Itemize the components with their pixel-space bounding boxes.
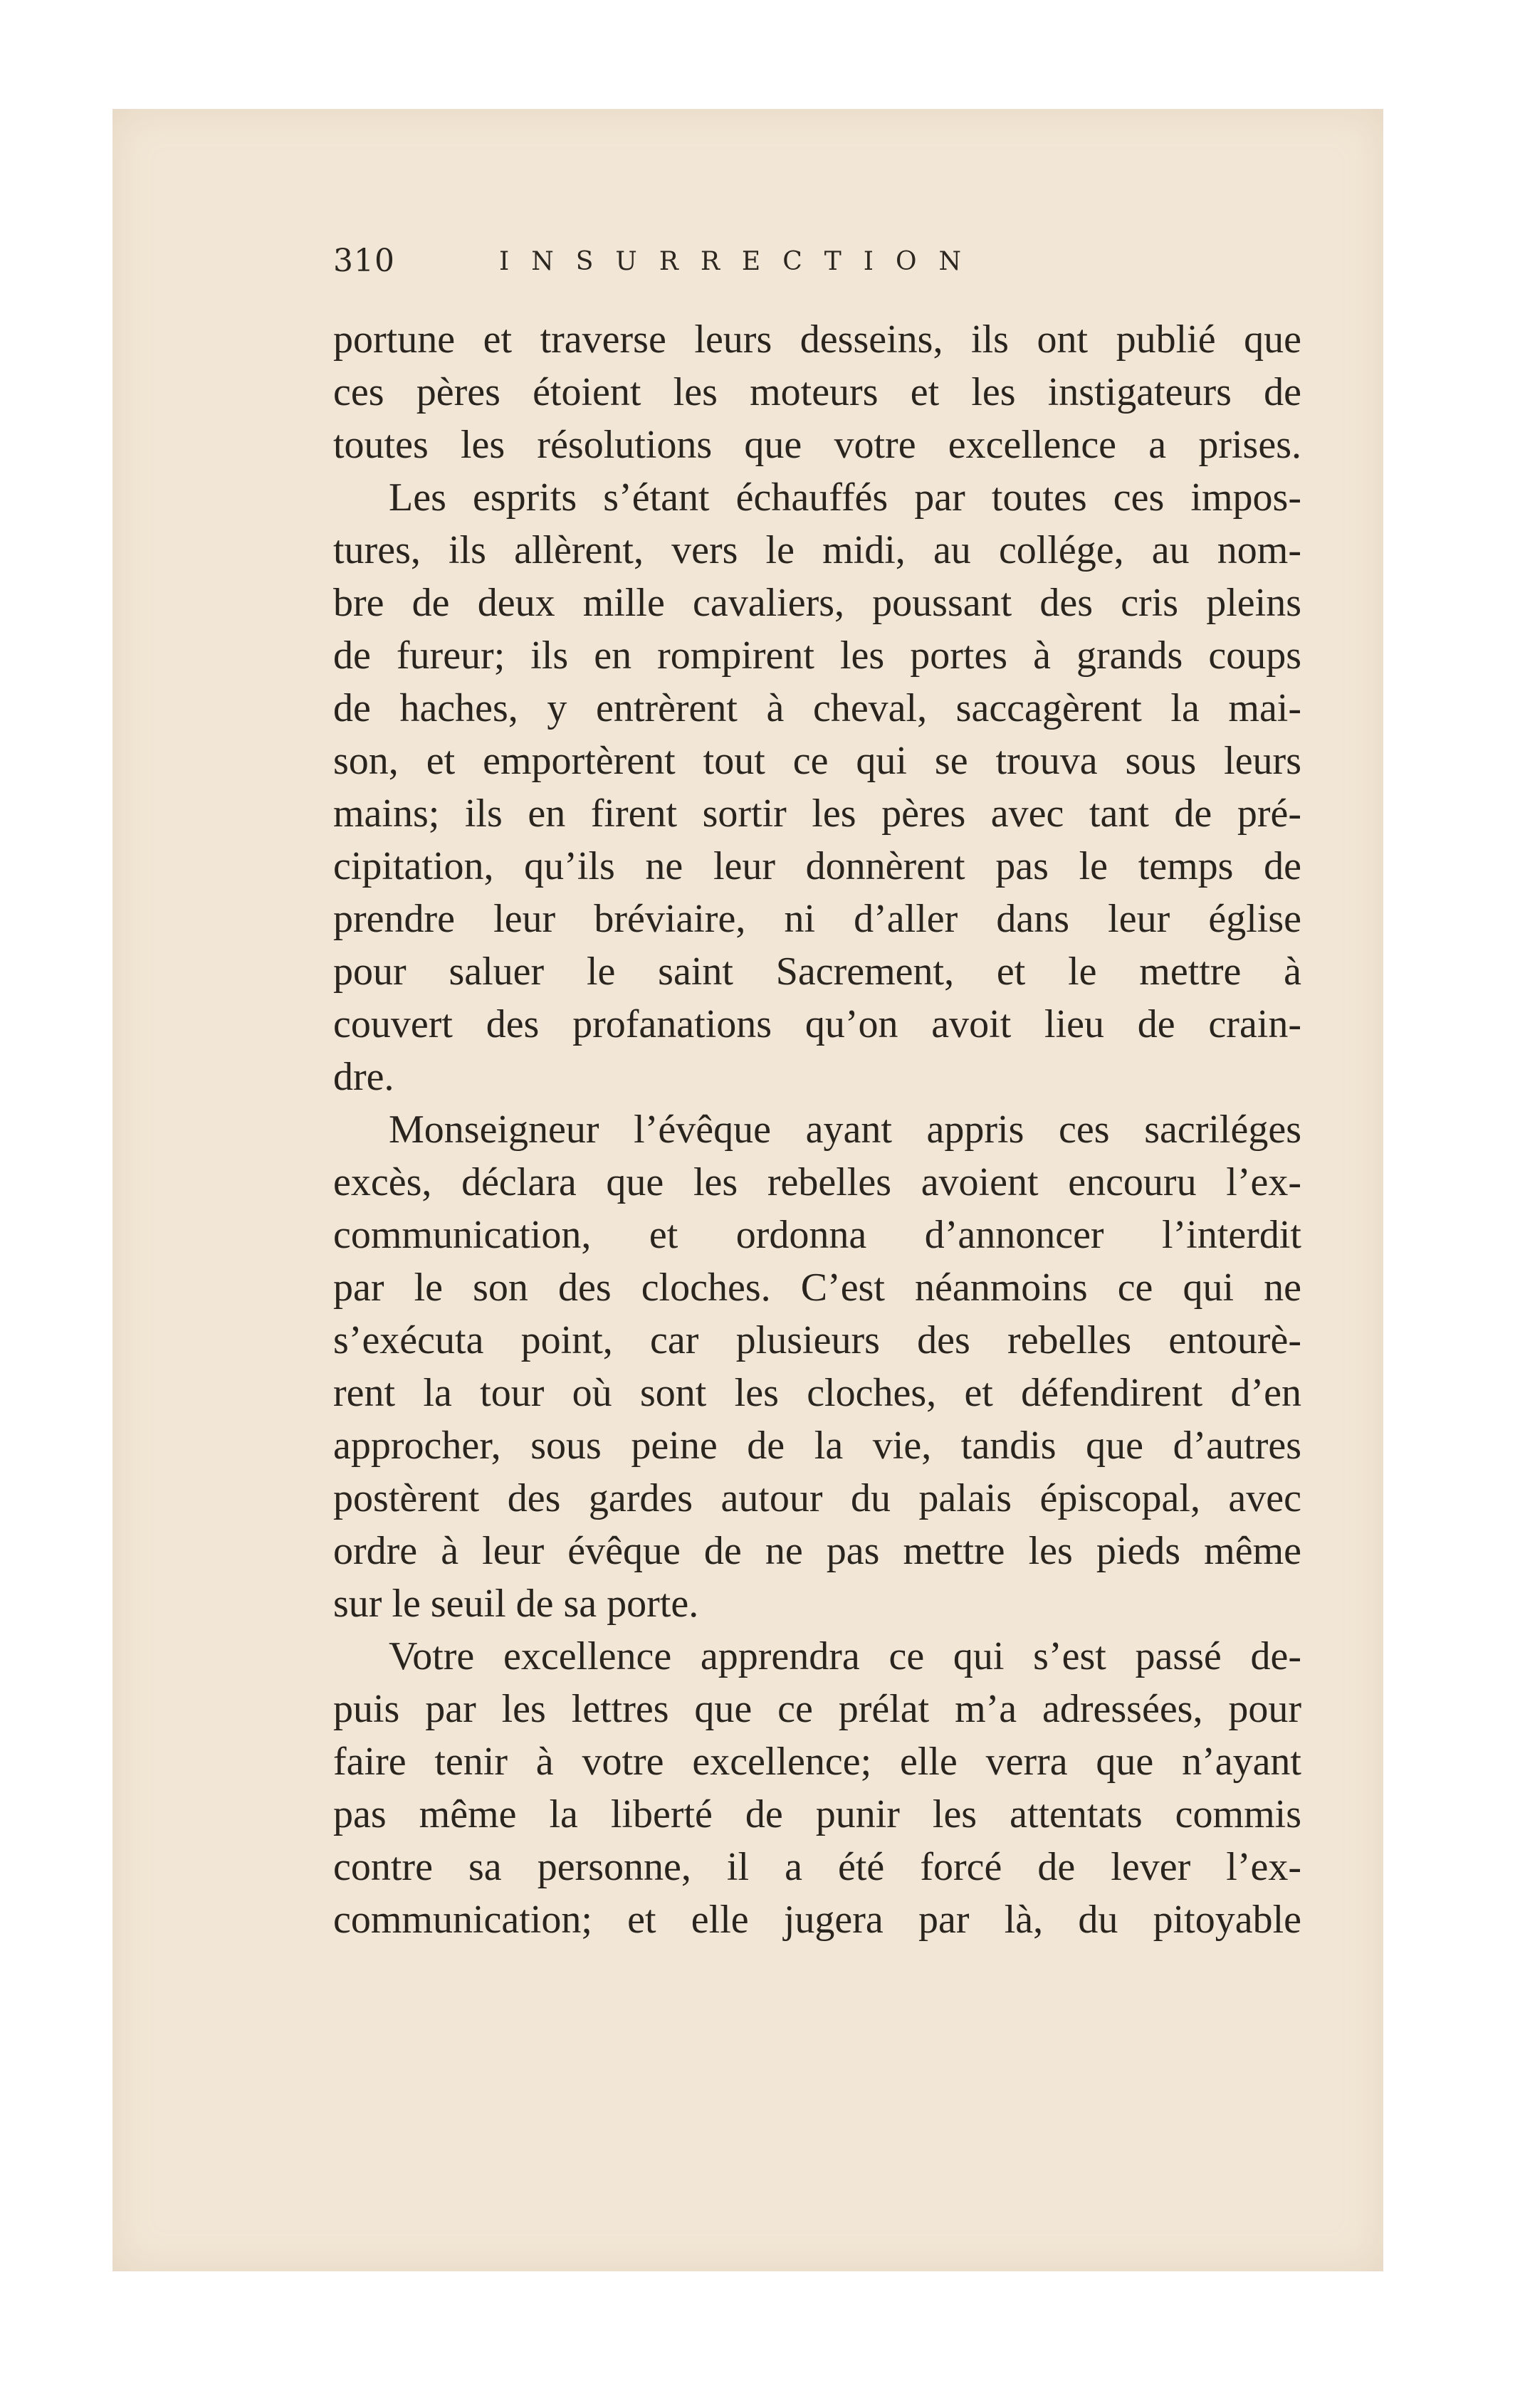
text-line: puis par les lettres que ce prélat m’a adressées, pour	[333, 1687, 1301, 1731]
text-line: Votre excellence apprendra ce qui s’est passé de-	[389, 1634, 1301, 1678]
text-line: son, et emportèrent tout ce qui se trouva sous leurs	[333, 739, 1301, 783]
text-line: contre sa personne, il a été forcé de lever l’ex-	[333, 1845, 1301, 1889]
text-line: toutes les résolutions que votre excellence a prises.	[333, 423, 1301, 467]
text-line: de fureur; ils en rompirent les portes à grands coups	[333, 633, 1301, 678]
text-line: approcher, sous peine de la vie, tandis que d’autres	[333, 1424, 1301, 1468]
text-line: couvert des profanations qu’on avoit lieu de crain-	[333, 1002, 1301, 1046]
text-line: par le son des cloches. C’est néanmoins ce qui ne	[333, 1266, 1301, 1310]
text-line: communication; et elle jugera par là, du pitoyable	[333, 1898, 1301, 1942]
text-line: Les esprits s’étant échauffés par toutes ces impos-	[389, 475, 1301, 520]
text-line: sur le seuil de sa porte.	[333, 1582, 699, 1626]
text-line: ces pères étoient les moteurs et les instigateurs de	[333, 370, 1301, 414]
text-line: dre.	[333, 1055, 394, 1099]
running-title: INSURRECTION	[499, 247, 984, 276]
text-line: de haches, y entrèrent à cheval, saccagèrent la mai-	[333, 686, 1301, 730]
text-line: cipitation, qu’ils ne leur donnèrent pas le temps de	[333, 844, 1301, 888]
text-line: prendre leur bréviaire, ni d’aller dans leur église	[333, 897, 1301, 941]
text-line: tures, ils allèrent, vers le midi, au collége, au nom-	[333, 528, 1301, 572]
text-line: pas même la liberté de punir les attentats commis	[333, 1792, 1301, 1836]
text-line: postèrent des gardes autour du palais épiscopal, avec	[333, 1476, 1301, 1520]
page-header	[333, 237, 1116, 287]
text-line: Monseigneur l’évêque ayant appris ces sacriléges	[389, 1108, 1301, 1152]
text-line: pour saluer le saint Sacrement, et le mettre à	[333, 950, 1301, 994]
text-line: ordre à leur évêque de ne pas mettre les pieds même	[333, 1529, 1301, 1573]
text-line: rent la tour où sont les cloches, et défendirent d’en	[333, 1371, 1301, 1415]
text-line: communication, et ordonna d’annoncer l’interdit	[333, 1213, 1301, 1257]
text-line: portune et traverse leurs desseins, ils ont publié que	[333, 317, 1301, 362]
text-line: bre de deux mille cavaliers, poussant des cris pleins	[333, 581, 1301, 625]
page-number: 310	[333, 243, 395, 279]
text-line: faire tenir à votre excellence; elle verra que n’ayant	[333, 1740, 1301, 1784]
text-line: excès, déclara que les rebelles avoient encouru l’ex-	[333, 1160, 1301, 1204]
text-line: mains; ils en firent sortir les pères avec tant de pré-	[333, 792, 1301, 836]
text-line: s’exécuta point, car plusieurs des rebelles entourè-	[333, 1318, 1301, 1362]
body-text	[333, 313, 1301, 1946]
